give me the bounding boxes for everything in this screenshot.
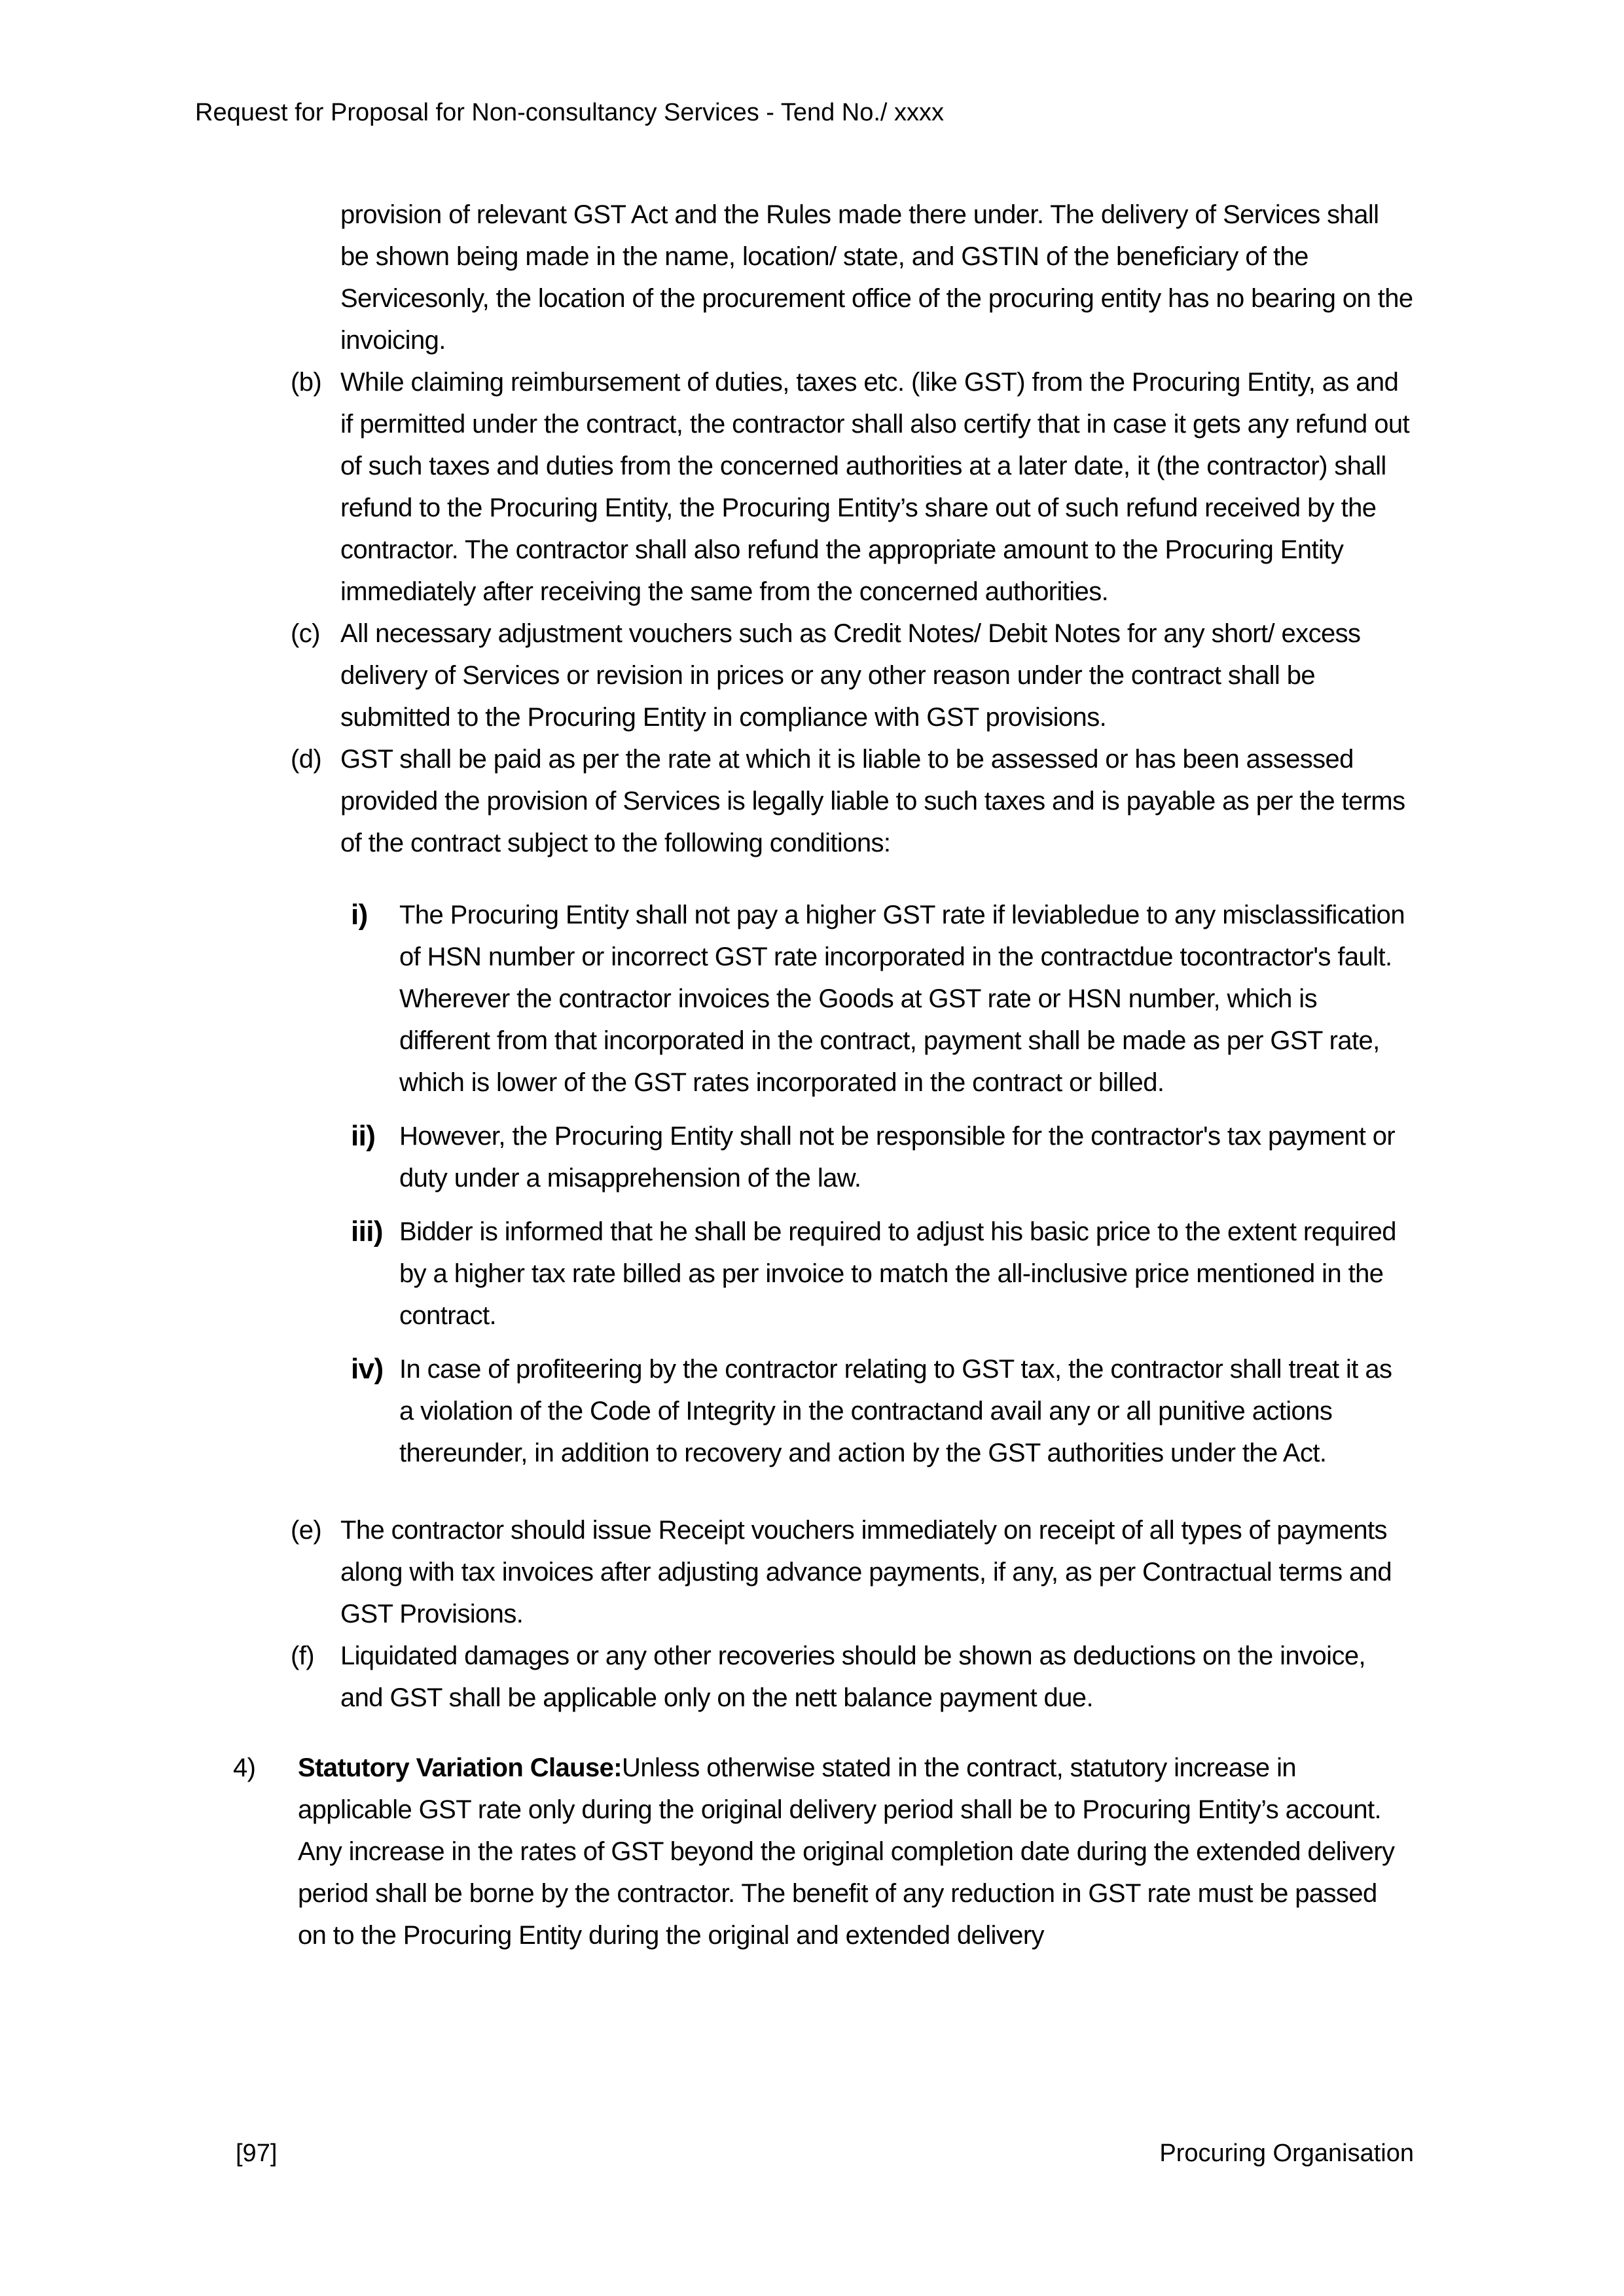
sub-list-item-ii	[351, 1115, 1411, 1199]
page-number: [97]	[236, 2140, 278, 2167]
list-item-d	[291, 738, 1414, 864]
sub-list-marker-iii: iii)	[351, 1215, 383, 1247]
statutory-variation-clause	[233, 1747, 1411, 1956]
paragraph-intro: provision of relevant GST Act and the Rules made there under. The delivery of Services shall be shown being made in the name, location/ state, and GSTIN of the beneficiary of the Servicesonly, the location of the procurement office of the procuring entity has no bearing on the invoicing.	[340, 200, 1413, 355]
list-item-e	[291, 1509, 1414, 1635]
list-marker-c: (c)	[291, 619, 320, 648]
sub-list-marker-ii: ii)	[351, 1120, 376, 1152]
list-item-b-text: While claiming reimbursement of duties, taxes etc. (like GST) from the Procuring Entity, as and if permitted under the contract, the contractor shall also certify that in case it gets any refund out of such taxes and duties from the concerned authorities at a later date, it (the contractor) shall refund to the Procuring Entity, the Procuring Entity’s share out of such refund received by the contractor. The contractor shall also refund the appropriate amount to the Procuring Entity immediately after receiving the same from the concerned authorities.	[340, 368, 1410, 606]
list-item-f-text: Liquidated damages or any other recoveries should be shown as deductions on the invoice, and GST shall be applicable only on the nett balance payment due.	[340, 1641, 1366, 1712]
list-marker-f: (f)	[291, 1641, 314, 1670]
page-header-title: Request for Proposal for Non-consultancy Services - Tend No./ xxxx	[195, 99, 945, 126]
list-marker-d: (d)	[291, 745, 322, 774]
list-item-e-text: The contractor should issue Receipt vouchers immediately on receipt of all types of payments along with tax invoices after adjusting advance payments, if any, as per Contractual terms and GST Provisions.	[340, 1516, 1392, 1628]
list-item-b	[291, 361, 1414, 613]
sub-list-item-i	[351, 894, 1411, 1103]
sub-list-item-ii-text: However, the Procuring Entity shall not be responsible for the contractor's tax payment or duty under a misapprehension of the law.	[399, 1122, 1396, 1193]
document-body	[0, 194, 1624, 1956]
list-item-f	[291, 1635, 1414, 1719]
footer-organisation: Procuring Organisation	[1159, 2140, 1414, 2167]
sub-list-item-iii-text: Bidder is informed that he shall be required to adjust his basic price to the extent required by a higher tax rate billed as per invoice to match the all-inclusive price mentioned in the contract.	[399, 1217, 1396, 1330]
list-item-c	[291, 613, 1414, 738]
sub-list-marker-i: i)	[351, 899, 368, 931]
list-item-d-text: GST shall be paid as per the rate at which it is liable to be assessed or has been assessed provided the provision of Services is legally liable to such taxes and is payable as per the terms of the contract subject to the following conditions:	[340, 745, 1405, 857]
sub-list	[0, 894, 1624, 1486]
clause-lead-bold: Statutory Variation Clause:	[298, 1753, 623, 1782]
list-marker-e: (e)	[291, 1516, 322, 1545]
sub-list-item-i-text: The Procuring Entity shall not pay a higher GST rate if leviabledue to any misclassification of HSN number or incorrect GST rate incorporated in the contractdue tocontractor's fault. Wherever the contractor invoices the Goods at GST rate or HSN number, which is different from that incorporated in the contract, payment shall be made as per GST rate, which is lower of the GST rates incorporated in the contract or billed.	[399, 901, 1405, 1097]
sub-list-item-iv	[351, 1348, 1411, 1474]
sub-list-item-iv-text: In case of profiteering by the contractor relating to GST tax, the contractor shall treat it as a violation of the Code of Integrity in the contractand avail any or all punitive actions thereunder, in addition to recovery and action by the GST authorities under the Act.	[399, 1355, 1392, 1467]
clause-marker: 4)	[233, 1753, 256, 1782]
sub-list-marker-iv: iv)	[351, 1353, 384, 1385]
list-item-c-text: All necessary adjustment vouchers such as Credit Notes/ Debit Notes for any short/ excess delivery of Services or revision in prices or any other reason under the contract shall be submitted to the Procuring Entity in compliance with GST provisions.	[340, 619, 1361, 732]
clause-text: Unless otherwise stated in the contract, statutory increase in applicable GST rate only during the original delivery period shall be to Procuring Entity’s account. Any increase in the rates of GST beyond the original completion date during the extended delivery period shall be borne by the contractor. The benefit of any reduction in GST rate must be passed on to the Procuring Entity during the original and extended delivery	[298, 1753, 1395, 1950]
list-marker-b: (b)	[291, 368, 322, 397]
sub-list-item-iii	[351, 1211, 1411, 1336]
